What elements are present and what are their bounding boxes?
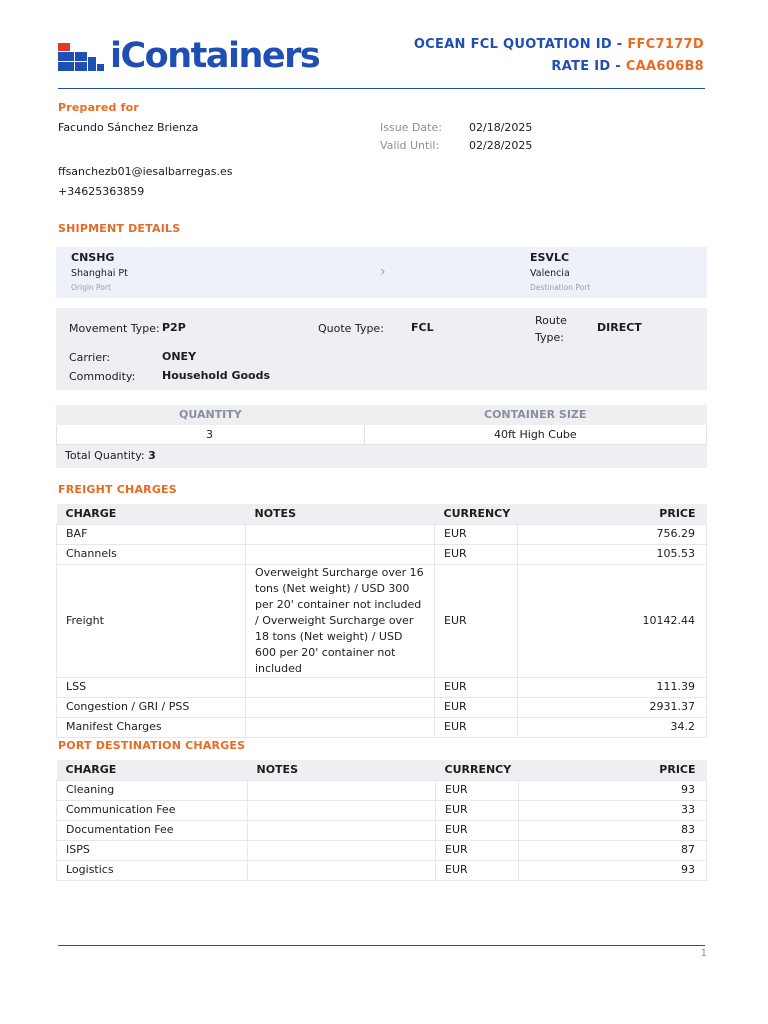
commodity-label: Commodity: (69, 370, 136, 383)
quantity-header: QUANTITY (179, 408, 242, 421)
freight-charges-title: FREIGHT CHARGES (58, 483, 177, 496)
commodity-value: Household Goods (162, 369, 271, 382)
valid-until-label: Valid Until: (380, 139, 440, 152)
carrier-value: ONEY (162, 350, 197, 363)
total-quantity-label: Total Quantity: (65, 449, 149, 462)
charge-column-header: CHARGE (57, 760, 248, 780)
issue-date-value: 02/18/2025 (469, 121, 533, 134)
container-size-value: 40ft High Cube (494, 428, 577, 441)
rate-id-label: RATE ID - (551, 59, 626, 74)
price-column-header: PRICE (519, 760, 707, 780)
charge-cell: Freight (57, 564, 246, 677)
currency-cell: EUR (435, 697, 518, 717)
currency-cell: EUR (436, 860, 519, 880)
origin-port-role: Origin Port (71, 283, 111, 292)
header-divider (58, 88, 705, 89)
shipment-details-title: SHIPMENT DETAILS (58, 222, 181, 235)
currency-cell: EUR (436, 780, 519, 800)
price-cell: 105.53 (518, 544, 707, 564)
total-quantity-row (56, 445, 707, 468)
table-row (57, 780, 707, 800)
quantity-header-row (56, 405, 707, 425)
brand-name: iContainers (110, 36, 320, 76)
price-cell: 33 (519, 800, 707, 820)
notes-cell (248, 860, 436, 880)
destination-port-code: ESVLC (530, 251, 570, 264)
notes-column-header: NOTES (246, 504, 435, 524)
price-cell: 10142.44 (518, 564, 707, 677)
carrier-label: Carrier: (69, 351, 111, 364)
destination-port-role: Destination Port (530, 283, 591, 292)
currency-column-header: CURRENCY (436, 760, 519, 780)
price-cell: 111.39 (518, 677, 707, 697)
table-row (57, 800, 707, 820)
chevron-right-icon: › (380, 264, 386, 280)
charge-cell: Manifest Charges (57, 717, 246, 737)
route-type-value: DIRECT (597, 321, 642, 334)
notes-cell: Overweight Surcharge over 16 tons (Net weight) / USD 300 per 20' container not included / Overweight Surcharge over 18 tons (Net weight) / USD 600 per 20' container not included (246, 564, 435, 677)
movement-type-value: P2P (162, 321, 186, 334)
charge-cell: Documentation Fee (57, 820, 248, 840)
prepared-for-title: Prepared for (58, 101, 140, 114)
charge-cell: ISPS (57, 840, 248, 860)
charge-cell: Channels (57, 544, 246, 564)
footer-divider (58, 945, 705, 946)
table-row (57, 524, 707, 544)
route-type-label-line1: Route (535, 314, 567, 327)
charge-cell: Congestion / GRI / PSS (57, 697, 246, 717)
notes-cell (248, 820, 436, 840)
quantity-value: 3 (206, 428, 213, 441)
movement-type-label: Movement Type: (69, 322, 160, 335)
client-name: Facundo Sánchez Brienza (58, 121, 199, 134)
quotation-id-value: FFC7177D (627, 37, 704, 52)
price-cell: 2931.37 (518, 697, 707, 717)
table-row (57, 860, 707, 880)
notes-cell (246, 677, 435, 697)
notes-cell (246, 524, 435, 544)
rate-id-value: CAA606B8 (625, 59, 704, 74)
charge-cell: Cleaning (57, 780, 248, 800)
price-cell: 93 (519, 780, 707, 800)
quote-identifiers (414, 36, 704, 80)
currency-cell: EUR (436, 800, 519, 820)
client-phone: +34625363859 (58, 185, 145, 198)
destination-charges-title: PORT DESTINATION CHARGES (58, 739, 246, 752)
valid-until-value: 02/28/2025 (469, 139, 533, 152)
currency-column-header: CURRENCY (435, 504, 518, 524)
destination-port-name: Valencia (530, 268, 570, 279)
currency-cell: EUR (435, 717, 518, 737)
notes-cell (246, 544, 435, 564)
destination-charges-table (56, 760, 707, 881)
notes-cell (248, 780, 436, 800)
quote-type-value: FCL (411, 321, 434, 334)
currency-cell: EUR (436, 840, 519, 860)
quantity-row (56, 425, 707, 445)
currency-cell: EUR (436, 820, 519, 840)
freight-charges-table (56, 504, 707, 738)
charge-cell: BAF (57, 524, 246, 544)
price-cell: 83 (519, 820, 707, 840)
currency-cell: EUR (435, 564, 518, 677)
total-quantity-value: 3 (148, 449, 156, 462)
origin-port-name: Shanghai Pt (71, 268, 128, 279)
charge-cell: Logistics (57, 860, 248, 880)
quotation-id-label: OCEAN FCL QUOTATION ID - (413, 37, 628, 52)
price-column-header: PRICE (518, 504, 707, 524)
price-cell: 87 (519, 840, 707, 860)
price-cell: 34.2 (518, 717, 707, 737)
quote-type-label: Quote Type: (318, 322, 384, 335)
currency-cell: EUR (435, 677, 518, 697)
table-row (57, 717, 707, 737)
charge-cell: LSS (57, 677, 246, 697)
notes-cell (248, 800, 436, 820)
container-size-header: CONTAINER SIZE (484, 408, 587, 421)
table-row (57, 564, 707, 677)
table-row (57, 840, 707, 860)
price-cell: 756.29 (518, 524, 707, 544)
column-divider (364, 425, 365, 444)
currency-cell: EUR (435, 544, 518, 564)
charge-cell: Communication Fee (57, 800, 248, 820)
currency-cell: EUR (435, 524, 518, 544)
notes-cell (248, 840, 436, 860)
table-row (57, 677, 707, 697)
issue-date-label: Issue Date: (380, 121, 442, 134)
notes-cell (246, 717, 435, 737)
notes-cell (246, 697, 435, 717)
charge-column-header: CHARGE (57, 504, 246, 524)
price-cell: 93 (519, 860, 707, 880)
origin-port-code: CNSHG (71, 251, 115, 264)
stacked-containers-icon (58, 39, 106, 73)
brand-logo (58, 36, 319, 76)
route-type-label-line2: Type: (535, 331, 564, 344)
client-email: ffsanchezb01@iesalbarregas.es (58, 165, 233, 178)
page-number: 1 (700, 948, 707, 959)
table-row (57, 697, 707, 717)
table-row (57, 820, 707, 840)
notes-column-header: NOTES (248, 760, 436, 780)
table-row (57, 544, 707, 564)
